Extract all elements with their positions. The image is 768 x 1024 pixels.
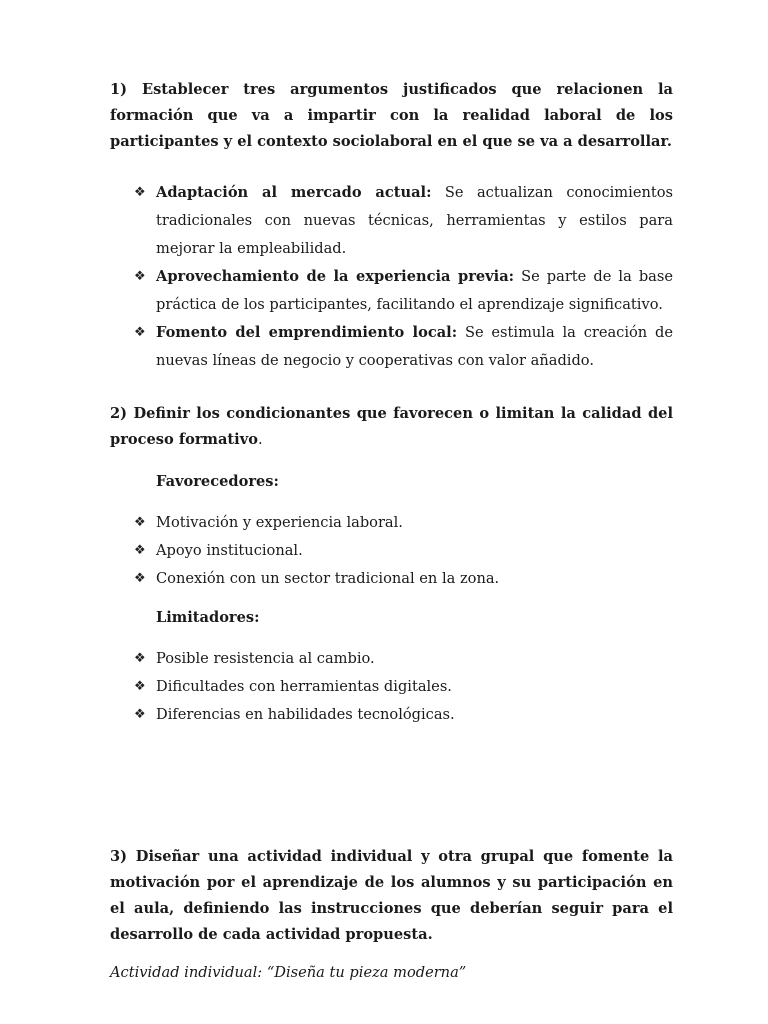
list-item-text: Posible resistencia al cambio. xyxy=(156,650,375,667)
document-page xyxy=(110,77,673,986)
question-2-heading-tail: . xyxy=(257,431,263,448)
list-item xyxy=(110,537,673,565)
argument-title: Adaptación al mercado actual: xyxy=(156,184,432,201)
diamond-bullet-icon: ❖ xyxy=(134,651,146,666)
q1-argument-list xyxy=(110,179,673,375)
activity-title: Actividad individual: “Diseña tu pieza moderna” xyxy=(110,964,467,981)
argument-text: Se parte de la base práctica de los participantes, facilitando el aprendizaje significativo. xyxy=(156,268,673,313)
diamond-bullet-icon: ❖ xyxy=(134,325,146,340)
list-item xyxy=(110,179,673,263)
diamond-bullet-icon: ❖ xyxy=(134,543,146,558)
list-item xyxy=(110,263,673,319)
diamond-bullet-icon: ❖ xyxy=(134,679,146,694)
list-item xyxy=(110,509,673,537)
list-item xyxy=(110,565,673,593)
list-item xyxy=(110,645,673,673)
diamond-bullet-icon: ❖ xyxy=(134,707,146,722)
list-item-text: Conexión con un sector tradicional en la zona. xyxy=(156,570,500,587)
argument-text: Se estimula la creación de nuevas líneas de negocio y cooperativas con valor añadido. xyxy=(156,324,674,369)
argument-title: Fomento del emprendimiento local: xyxy=(156,324,458,341)
favorecedores-title: Favorecedores: xyxy=(156,473,279,490)
question-2-heading xyxy=(110,401,673,453)
argument-title: Aprovechamiento de la experiencia previa: xyxy=(156,268,515,285)
favorecedores-list xyxy=(110,509,673,593)
list-item xyxy=(110,673,673,701)
limitadores-title: Limitadores: xyxy=(156,609,260,626)
diamond-bullet-icon: ❖ xyxy=(134,571,146,586)
argument-text: Se actualizan conocimientos tradicionales con nuevas técnicas, herramientas y estilos para mejorar la empleabilidad. xyxy=(156,184,673,257)
limitadores-list xyxy=(110,645,673,729)
list-item-text: Motivación y experiencia laboral. xyxy=(156,514,403,531)
diamond-bullet-icon: ❖ xyxy=(134,185,146,200)
diamond-bullet-icon: ❖ xyxy=(134,269,146,284)
list-item-text: Diferencias en habilidades tecnológicas. xyxy=(156,706,455,723)
question-2-heading-text: 2) Definir los condicionantes que favorecen o limitan la calidad del proceso formativo xyxy=(110,405,673,448)
question-1-heading: 1) Establecer tres argumentos justificados que relacionen la formación que va a impartir con la realidad laboral de los participantes y el contexto sociolaboral en el que se va a desarrollar. xyxy=(110,81,673,150)
question-3-heading: 3) Diseñar una actividad individual y otra grupal que fomente la motivación por el aprendizaje de los alumnos y su participación en el aula, definiendo las instrucciones que deberían seguir para el desarrollo de cada actividad propuesta. xyxy=(110,848,673,943)
list-item xyxy=(110,701,673,729)
list-item-text: Dificultades con herramientas digitales. xyxy=(156,678,452,695)
list-item xyxy=(110,319,673,375)
list-item-text: Apoyo institucional. xyxy=(156,542,303,559)
diamond-bullet-icon: ❖ xyxy=(134,515,146,530)
